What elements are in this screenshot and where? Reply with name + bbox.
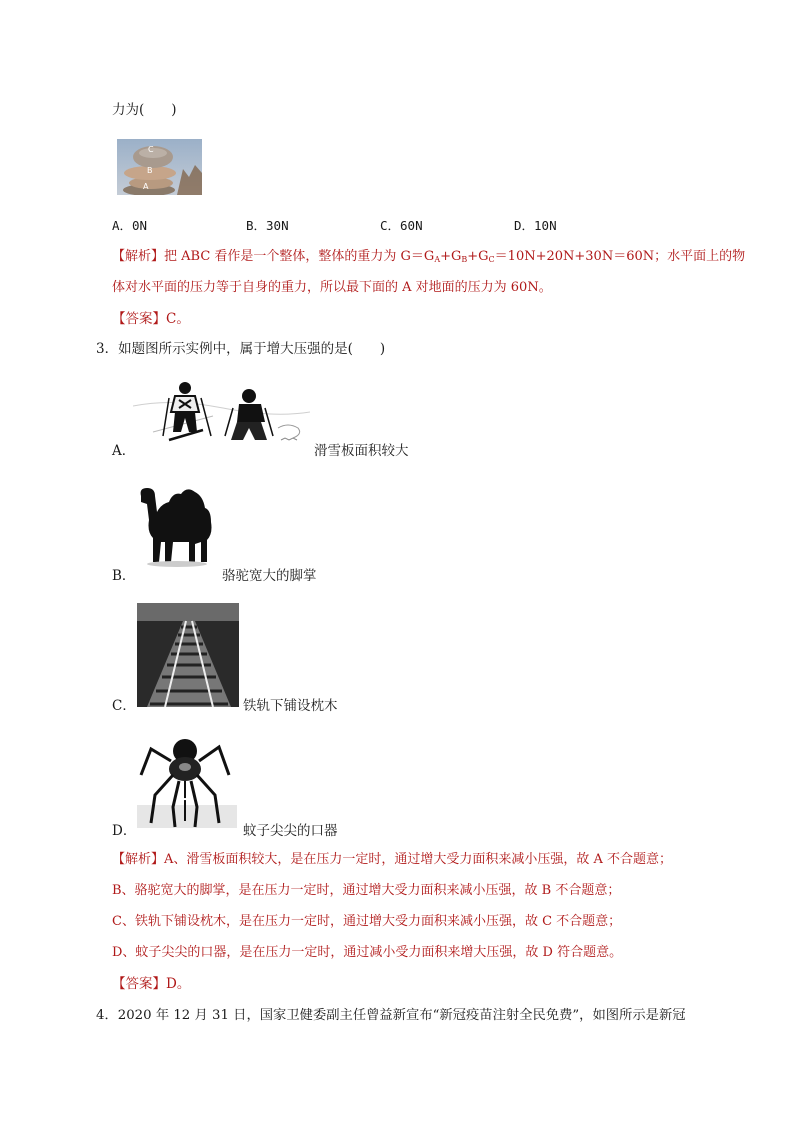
q3-analysis-line3: C、铁轨下铺设枕木，是在压力一定时，通过增大受力面积来减小压强，故 C 不合题意； [112,914,622,929]
camel-figure [133,482,219,568]
analysis-tag: 【解析】 [112,249,165,264]
stone-c-label: C [148,145,154,154]
q2-options [112,217,557,235]
q3-analysis-line4: D、蚊子尖尖的口器，是在压力一定时，通过减小受力面积来增大压强，故 D 符合题意。 [112,945,623,960]
stacked-stones-figure [117,139,202,195]
q3-answer: 【答案】D。 [112,976,191,992]
q3-option-c: C． [112,698,136,714]
stone-b-label: B [147,166,153,175]
skiers-figure [133,378,310,446]
q3-option-a-caption: 滑雪板面积较大 [314,443,409,459]
q4-stem: 4．2020 年 12 月 31 日，国家卫健委副主任曾益新宣布“新冠疫苗注射全民免费”，如图所示是新冠 [96,1008,686,1023]
q3-option-d-caption: 蚊子尖尖的口器 [243,823,338,839]
q2-option-d: D．10N [514,218,557,233]
q3-analysis-line1: 【解析】A、滑雪板面积较大，是在压力一定时，通过增大受力面积来减小压强，故 A 不合题意； [112,852,673,867]
q2-analysis-line1: 【解析】把 ABC 看作是一个整体，整体的重力为 $G=G_A+G_B+G_C=10N+20N+30N=60N$；水平面上的物 [112,249,746,264]
q3-stem: 3．如题图所示实例中，属于增大压强的是( ) [96,341,386,357]
q2-answer: 【答案】C。 [112,311,190,327]
answer-tag: 【答案】 [112,976,166,992]
stone-a-label: A [143,182,149,191]
q3-option-b: B． [112,568,136,584]
q3-option-c-caption: 铁轨下铺设枕木 [243,698,338,714]
q3-option-a: A． [112,443,136,459]
railway-figure [137,603,239,707]
q3-option-d: D． [112,823,137,839]
mosquito-figure [137,735,237,828]
q2-option-c: C．60N [380,218,423,233]
q2-analysis-line2: 体对水平面的压力等于自身的重力，所以最下面的 A 对地面的压力为 60N。 [112,280,552,295]
q2-option-a: A．0N [112,218,148,233]
q3-analysis-line2: B、骆驼宽大的脚掌，是在压力一定时，通过增大受力面积来减小压强，故 B 不合题意； [112,883,621,898]
q3-option-b-caption: 骆驼宽大的脚掌 [222,568,317,584]
q2-stem-tail: 力为( ) [112,102,177,118]
q2-option-b: B．30N [246,218,289,233]
analysis-tag: 【解析】 [112,852,165,867]
answer-tag: 【答案】 [112,311,166,327]
